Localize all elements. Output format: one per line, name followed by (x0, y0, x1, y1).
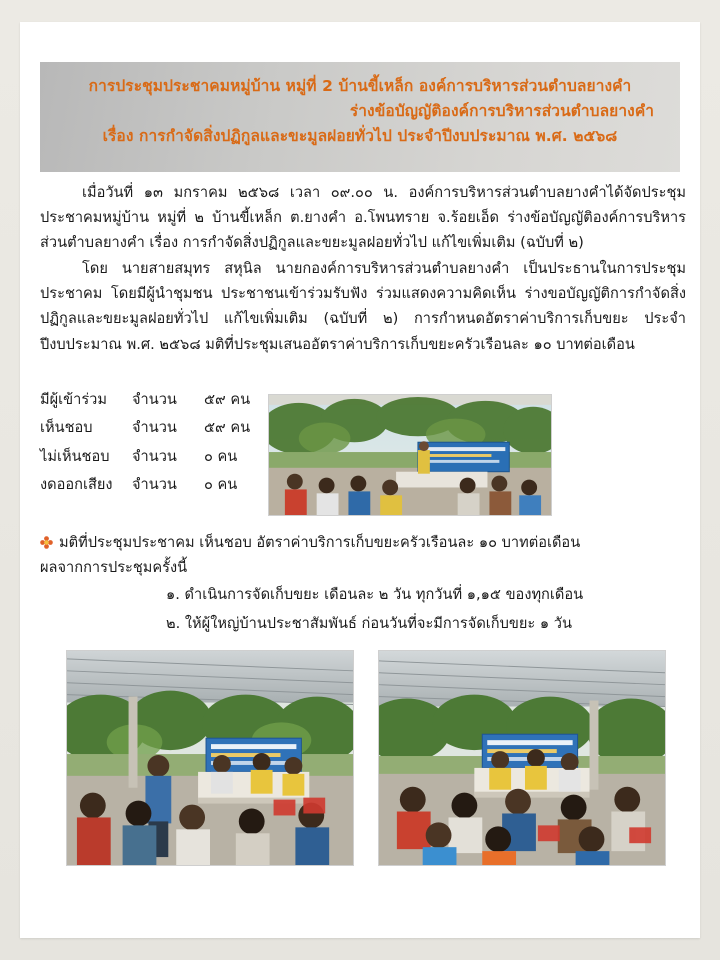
resolution-headline: มติที่ประชุมประชาคม เห็นชอบ อัตราค่าบริการเก็บขยะครัวเรือนละ ๑๐ บาทต่อเดือน (59, 534, 581, 551)
attendance-middle: จำนวน (132, 419, 177, 437)
resolution-subline: ผลจากการประชุมครั้งนี้ (40, 559, 188, 577)
attendance-row (40, 386, 280, 414)
body-text (40, 180, 686, 358)
header-line-2: ร่างข้อบัญญัติองค์การบริหารส่วนตำบลยางคำ (349, 102, 654, 121)
header-line-1: การประชุมประชาคมหมู่บ้าน หมู่ที่ 2 บ้านขี้เหล็ก องค์การบริหารส่วนตำบลยางคำ (88, 77, 632, 95)
attendance-label: มีผู้เข้าร่วม (40, 391, 107, 408)
attendance-middle: จำนวน (132, 476, 177, 494)
attendance-label: เห็นชอบ (40, 419, 93, 437)
meeting-photo-bottom-left (66, 650, 354, 866)
attendance-label: งดออกเสียง (40, 476, 113, 494)
resolution-item: ๒. ให้ผู้ใหญ่บ้านประชาสัมพันธ์ ก่อนวันที่จะมีการจัดเก็บขยะ ๑ วัน (166, 615, 572, 633)
photo-bottom-left-graphic (67, 651, 353, 865)
meeting-photo-bottom-right (378, 650, 666, 866)
photo-bottom-right-graphic (379, 651, 665, 865)
paragraph-1: เมื่อวันที่ ๑๓ มกราคม ๒๕๖๘ เวลา ๐๙.๐๐ น. องค์การบริหารส่วนตำบลยางคำได้จัดประชุมประชาคมหมู่บ้าน หมู่ที่ ๒ บ้านขี้เหล็ก ต.ยางคำ อ.โพนทราย จ.ร้อยเอ็ด ร่างข้อบัญญัติองค์การบริหารส่วนตำบลยางคำ เรื่อง การกำจัดสิ่งปฏิกูลและขยะมูลฝอยทั่วไป แก้ไขเพิ่มเติม (ฉบับที่ ๒) (40, 184, 686, 252)
attendance-value: ๕๙ คน (204, 419, 251, 437)
attendance-value: ๐ คน (204, 476, 238, 494)
attendance-list (40, 386, 280, 500)
paragraph-2: โดย นายสายสมุทร สหุนิล นายกองค์การบริหารส่วนตำบลยางคำ เป็นประธานในการประชุมประชาคม โดยมีผู้นำชุมชน ประชาชนเข้าร่วมรับฟัง ร่วมแสดงความคิดเห็น ร่างขอบัญญัติการกำจัดสิ่งปฏิกูลและขยะมูลฝอยทั่วไป แก้ไขเพิ่มเติม (ฉบับที่ ๒) การกำหนดอัตราค่าบริการเก็บขยะ ประจำปีงบประมาณ พ.ศ. ๒๕๖๘ มติที่ประชุมเสนออัตราค่าบริการเก็บขยะครัวเรือนละ ๑๐ บาทต่อเดือน (40, 260, 686, 353)
attendance-row (40, 471, 280, 499)
resolution-block (40, 530, 686, 639)
attendance-value: ๐ คน (204, 447, 238, 465)
flower-bullet-icon (40, 532, 53, 545)
attendance-label: ไม่เห็นชอบ (40, 447, 110, 465)
header-line-3: เรื่อง การกำจัดสิ่งปฏิกูลและขะมูลฝอยทั่วไป ประจำปีงบประมาณ พ.ศ. ๒๕๖๘ (102, 127, 618, 146)
attendance-row (40, 414, 280, 442)
meeting-photo-inline (268, 394, 552, 516)
header-title-block (40, 68, 680, 149)
photo-inline-graphic (269, 395, 551, 515)
attendance-middle: จำนวน (132, 391, 177, 408)
attendance-value: ๕๙ คน (204, 391, 251, 408)
attendance-middle: จำนวน (132, 447, 177, 465)
attendance-row (40, 443, 280, 471)
resolution-item: ๑. ดำเนินการจัดเก็บขยะ เดือนละ ๒ วัน ทุกวันที่ ๑,๑๕ ของทุกเดือน (166, 586, 584, 604)
resolution-headline-row (40, 530, 686, 555)
